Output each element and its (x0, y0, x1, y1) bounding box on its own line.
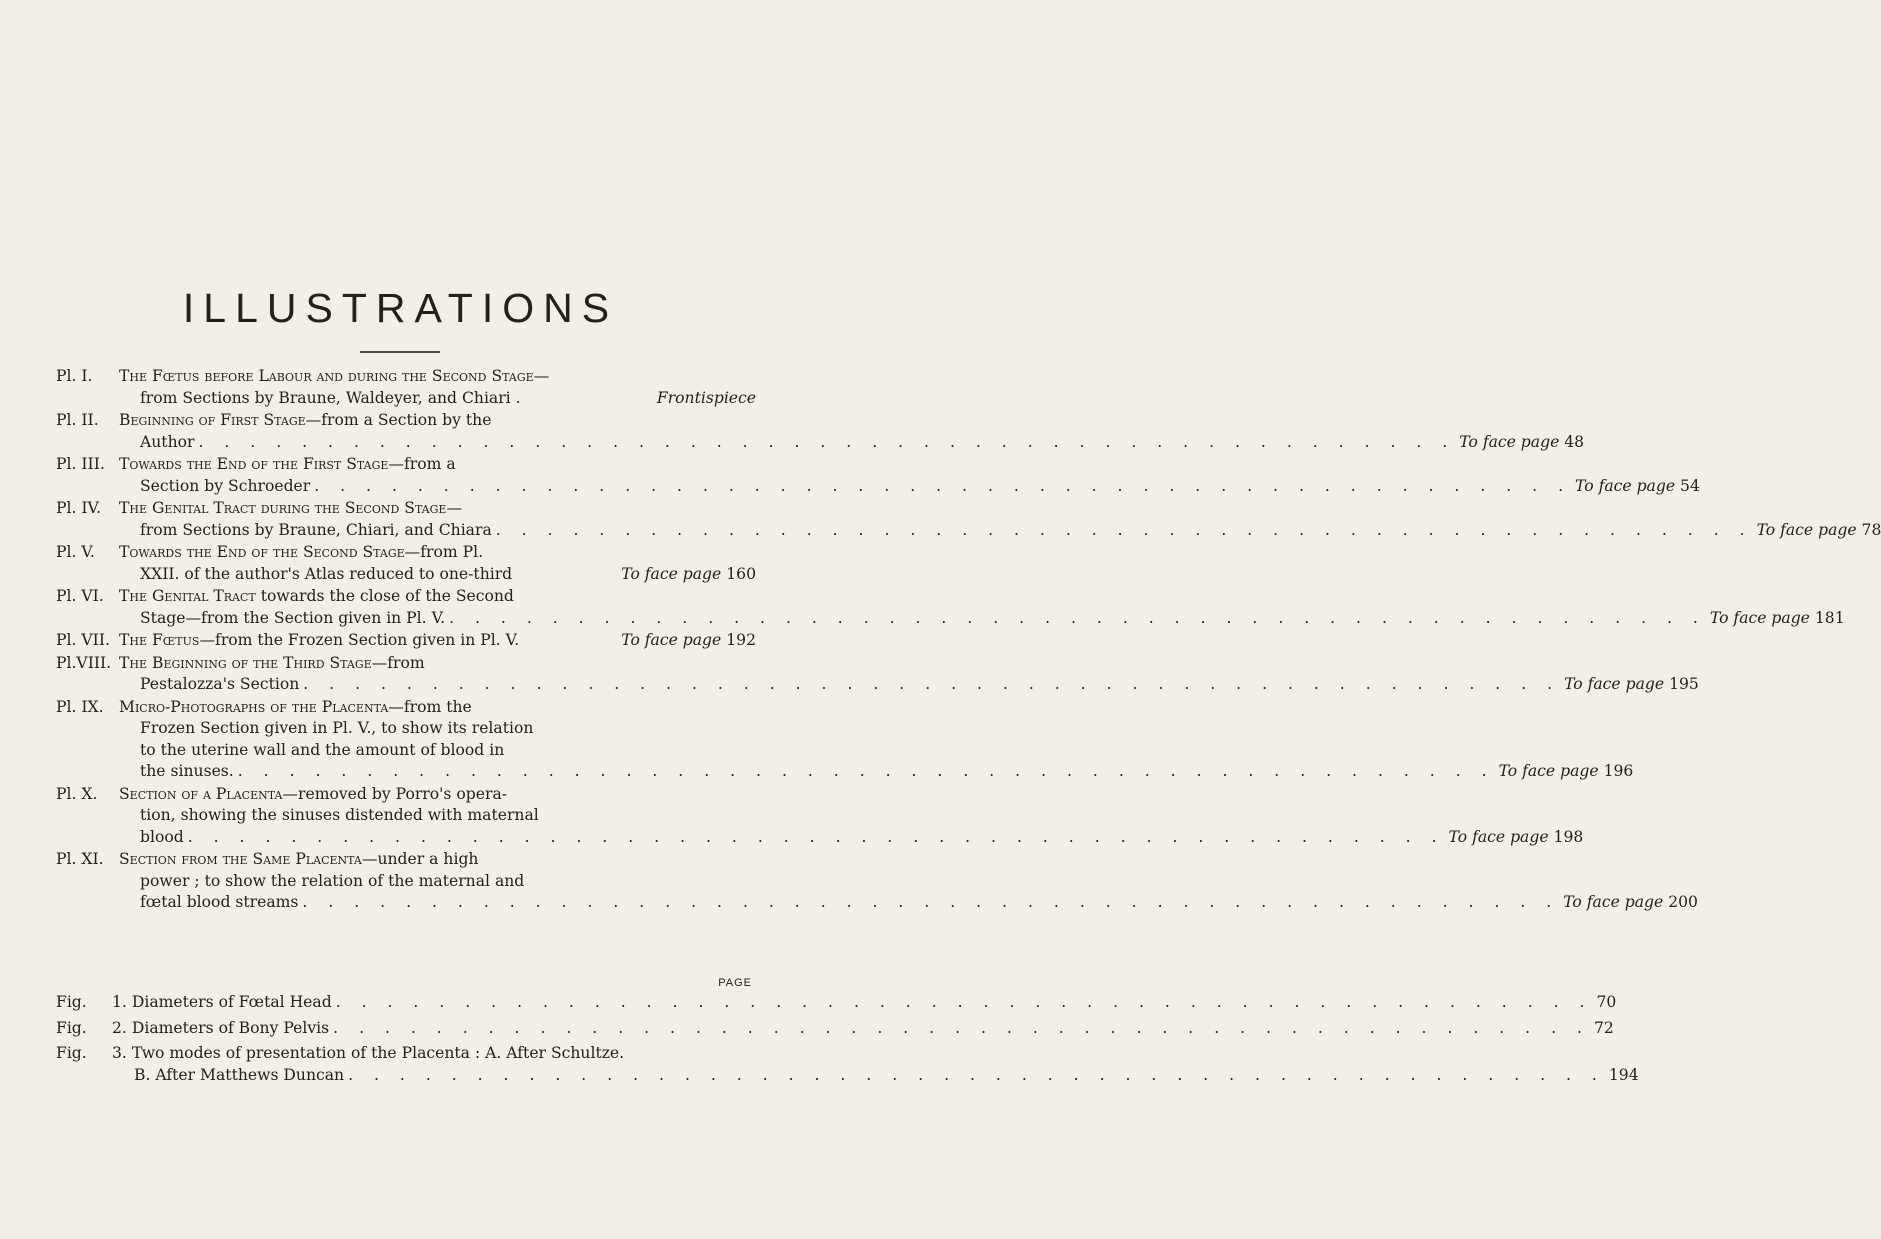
plate-page: 181 (1814, 608, 1845, 627)
plates-list (56, 366, 1881, 914)
plate-ref: Frontispiece (656, 388, 756, 407)
plate-ref-label: To face page (1756, 520, 1857, 539)
plate-text: —from a Section by the (305, 411, 492, 429)
plate-page: 198 (1553, 827, 1584, 846)
plate-ref (1459, 432, 1584, 454)
figures-list (56, 977, 1639, 1090)
plate-text: —from the Frozen Section given in Pl. V. (199, 631, 520, 649)
plate-ref-label: To face page (1448, 827, 1549, 846)
figure-text: B. After Matthews Duncan (134, 1065, 345, 1084)
plate-heading: The Genital Tract during the Second Stage— (119, 499, 463, 517)
plate-number: Pl. IV. (56, 499, 102, 517)
plate-text: Frozen Section given in Pl. V., to show its relation (140, 719, 534, 737)
plate-ref (1757, 520, 1881, 542)
figure-label: Fig. (56, 993, 87, 1011)
figure-label: Fig. (56, 1018, 87, 1037)
plate-heading: The Fœtus before Labour and during the Second Stage— (119, 367, 550, 385)
plate-page: 200 (1668, 893, 1698, 911)
plate-text: from Sections by Braune, Waldeyer, and Chiari . (140, 388, 521, 407)
plate-text: towards the close of the Second (255, 587, 514, 605)
plate-heading: Section of a Placenta (119, 784, 283, 803)
plate-text: power ; to show the relation of the maternal and (140, 871, 525, 890)
figure-page: 70 (1596, 993, 1617, 1011)
plate-number: Pl.VIII. (56, 653, 112, 672)
plate-text: Author (140, 432, 195, 451)
leader-dots: . . . . . . . . . . . . . . . . . . . . . . . . . . . . . . . . . . . . . . . . . . . . . . . . . (187, 827, 1445, 846)
plate-heading: The Genital Tract (119, 587, 256, 605)
plate-text: blood (140, 827, 184, 846)
plate-ref-label: To face page (621, 631, 722, 649)
plate-page: 54 (1680, 476, 1700, 495)
plate-text: tion, showing the sinuses distended with maternal (140, 806, 539, 824)
leader-dots: . . . . . . . . . . . . . . . . . . . . . . . . . . . . . . . . . . . . . . . . . . . . . . . . . (449, 608, 1706, 627)
plate-number: Pl. I. (56, 367, 93, 385)
page-title: ILLUSTRATIONS (182, 285, 619, 331)
plate-number: Pl. VI. (56, 587, 104, 605)
plate-ref-label: To face page (1498, 762, 1599, 780)
plate-ref (1499, 761, 1634, 783)
leader-dots: . . . . . . . . . . . . . . . . . . . . . . . . . . . . . . . . . . . . . . . . . . . . . . . . . (237, 762, 1495, 780)
plate-number: Pl. V. (56, 543, 95, 561)
plate-text: the sinuses. (140, 762, 234, 780)
figure-text: Diameters of Bony Pelvis (131, 1018, 330, 1037)
figure-label: Fig. (56, 1044, 87, 1062)
plate-text: XXII. of the author's Atlas reduced to one-third (140, 564, 513, 583)
plate-entry (56, 410, 1585, 453)
figure-text: Diameters of Fœtal Head (131, 993, 332, 1011)
figure-entry (56, 1043, 1639, 1086)
plate-text: Section by Schroeder (140, 476, 311, 495)
plate-page: 78 (1861, 520, 1881, 539)
plate-ref-label: To face page (1575, 476, 1676, 495)
leader-dots: . . . . . . . . . . . . . . . . . . . . . . . . . . . . . . . . . . . . . . . . . . . . . . . . . (348, 1065, 1605, 1084)
plate-entry (56, 498, 1881, 541)
plate-text: —from Pl. (404, 543, 484, 561)
leader-dots: . . . . . . . . . . . . . . . . . . . . . . . . . . . . . . . . . . . . . . . . . . . . . . . . . (198, 432, 1456, 451)
plate-ref (1563, 892, 1698, 914)
title-rule (360, 351, 440, 353)
plate-heading: Section from the Same Placenta (119, 850, 362, 868)
plate-entry (56, 454, 1700, 497)
plate-number: Pl. II. (56, 411, 99, 429)
plate-page: 196 (1603, 762, 1634, 780)
leader-dots: . . . . . . . . . . . . . . . . . . . . . . . . . . . . . . . . . . . . . . . . . . . . . . . . . (495, 520, 1753, 539)
plate-heading: Towards the End of the Second Stage (119, 543, 405, 561)
plate-heading: The Fœtus (119, 631, 200, 649)
plate-ref-label: To face page (621, 564, 722, 583)
plate-number: Pl. IX. (56, 697, 104, 716)
plate-heading: The Beginning of the Third Stage (119, 653, 372, 672)
plate-text: Stage—from the Section given in Pl. V. (140, 608, 446, 627)
plate-text: —under a high (361, 850, 479, 868)
plate-ref (1710, 608, 1845, 630)
plate-text: —from a (388, 455, 456, 473)
plate-page: 48 (1564, 432, 1585, 451)
figure-page: 72 (1593, 1018, 1614, 1037)
plate-page: 160 (726, 564, 756, 583)
plate-heading: Beginning of First Stage (119, 411, 306, 429)
page-column-header: PAGE (718, 977, 752, 989)
figure-number: 2. (112, 1018, 127, 1037)
plate-text: from Sections by Braune, Chiari, and Chiara (140, 520, 492, 539)
plate-ref-label: To face page (1709, 608, 1810, 627)
figure-page: 194 (1608, 1065, 1639, 1084)
plate-text: Pestalozza's Section (140, 675, 300, 693)
plate-text: —removed by Porro's opera- (282, 784, 508, 803)
plate-entry (56, 849, 1698, 914)
figure-text: Two modes of presentation of the Placenta : A. After Schultze. (131, 1044, 625, 1062)
plate-entry (56, 697, 1634, 783)
leader-dots: . . . . . . . . . . . . . . . . . . . . . . . . . . . . . . . . . . . . . . . . . . . . . . . . . (302, 893, 1560, 911)
plate-heading: Towards the End of the First Stage (119, 455, 389, 473)
plate-number: Pl. VII. (56, 631, 110, 649)
leader-dots: . . . . . . . . . . . . . . . . . . . . . . . . . . . . . . . . . . . . . . . . . . . . . . . . . (333, 1018, 1590, 1037)
leader-dots: . . . . . . . . . . . . . . . . . . . . . . . . . . . . . . . . . . . . . . . . . . . . . . . . . (314, 476, 1572, 495)
plate-entry (56, 784, 1584, 849)
plate-entry (56, 366, 756, 409)
plate-ref (621, 564, 756, 586)
plate-ref-label: To face page (1563, 893, 1664, 911)
plate-entry (56, 542, 756, 585)
plate-ref (1575, 476, 1700, 498)
leader-dots: . . . . . . . . . . . . . . . . . . . . . . . . . . . . . . . . . . . . . . . . . . . . . . . . . (303, 675, 1561, 693)
plate-text: —from the (388, 697, 472, 716)
plate-text: to the uterine wall and the amount of blood in (140, 740, 505, 759)
plate-ref-label: To face page (1459, 432, 1560, 451)
plate-text: —from (371, 653, 425, 672)
plate-number: Pl. X. (56, 784, 98, 803)
figure-entry (56, 1018, 1614, 1040)
plate-text: fœtal blood streams (140, 893, 299, 911)
plate-page: 192 (726, 631, 756, 649)
leader-dots: . . . . . . . . . . . . . . . . . . . . . . . . . . . . . . . . . . . . . . . . . . . . . . . . . (335, 993, 1593, 1011)
plate-ref-label: To face page (1564, 675, 1665, 693)
plate-ref (1564, 674, 1699, 696)
plate-heading: Micro-Photographs of the Placenta (119, 697, 389, 716)
figure-number: 3. (112, 1044, 127, 1062)
plate-entry (56, 586, 1845, 629)
plate-entry (56, 630, 756, 652)
plate-ref (621, 630, 756, 652)
figure-entry (56, 992, 1617, 1014)
plate-page: 195 (1669, 675, 1699, 693)
plate-number: Pl. XI. (56, 850, 104, 868)
plate-entry (56, 653, 1699, 696)
plate-number: Pl. III. (56, 455, 105, 473)
plate-ref (1449, 827, 1584, 849)
figure-number: 1. (112, 993, 127, 1011)
